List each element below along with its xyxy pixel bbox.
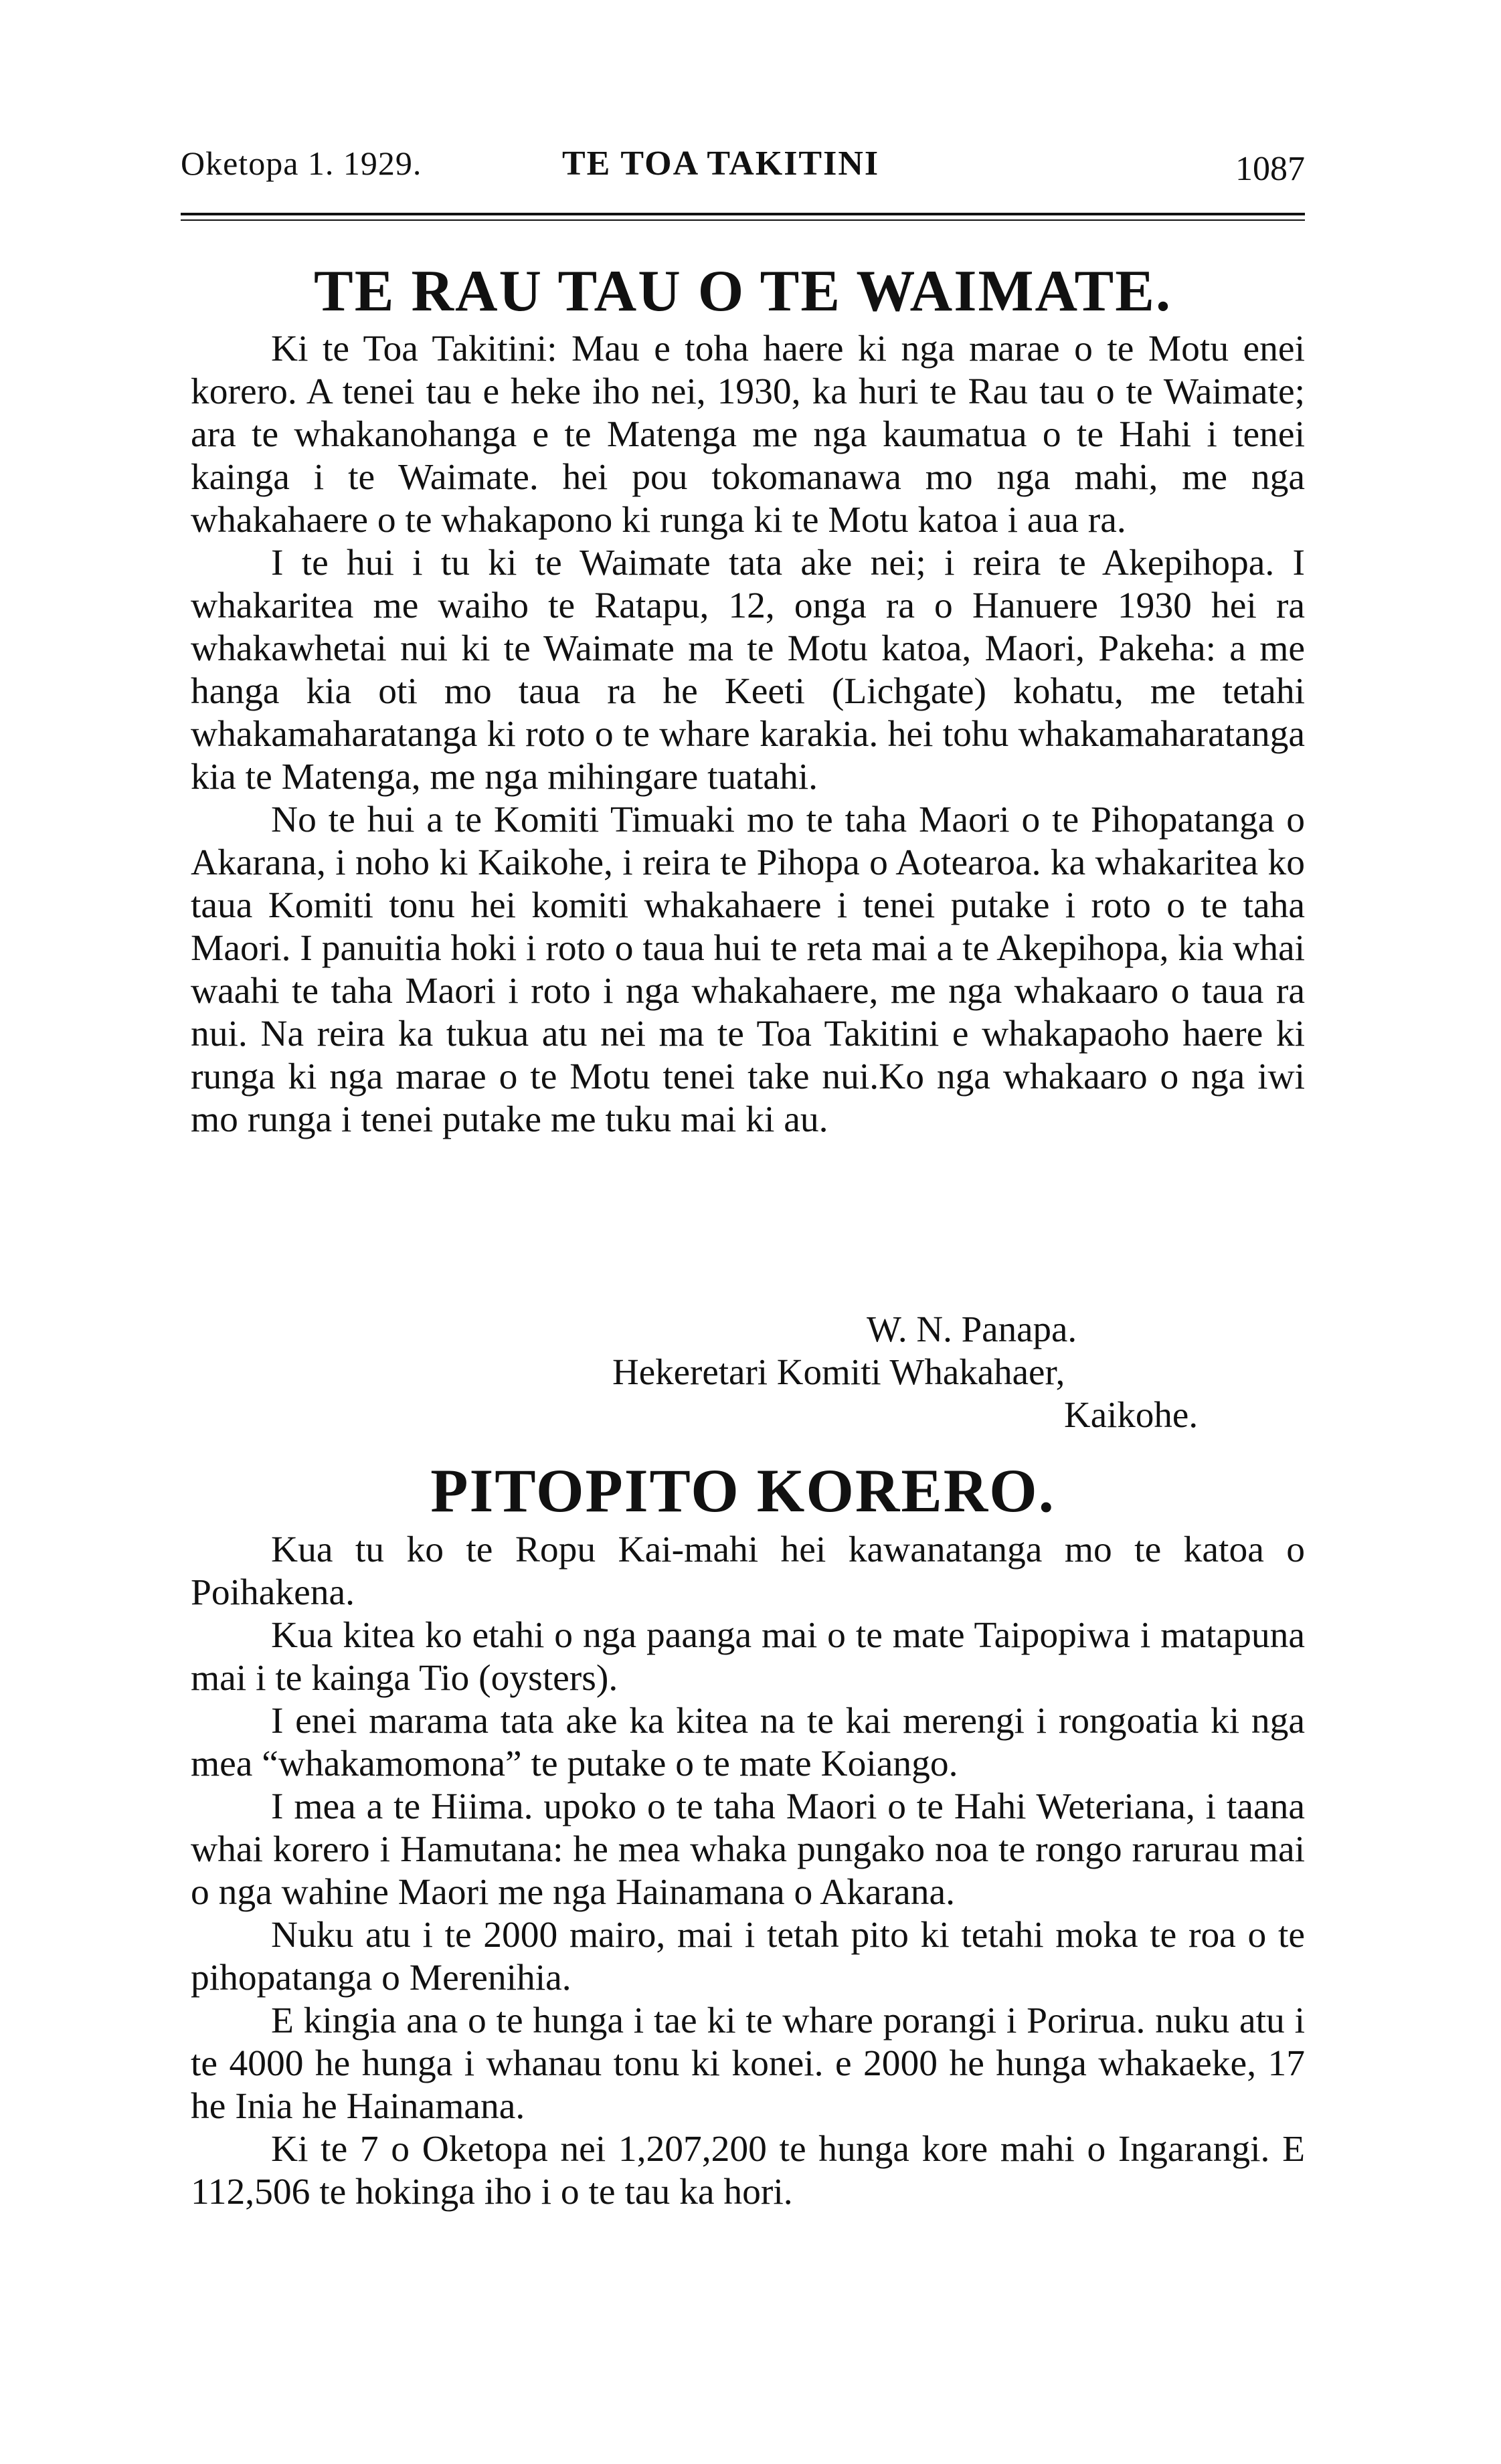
paragraph: Kua tu ko te Ropu Kai-mahi hei kawanatanga mo te katoa o Poihakena.: [191, 1529, 1305, 1613]
paragraph: No te hui a te Komiti Timuaki mo te taha Maori o te Pihopatanga o Akarana, i noho ki Kaikohe, i reira te Pihopa o Aotearoa. ka whakaritea ko taua Komiti tonu hei komiti whakahaere i tenei putake i roto o te taha Maori. I panuitia hoki i roto o taua hui te reta mai a te Akepihopa, kia whai waahi te taha Maori i roto i nga whakahaere, me nga whakaaro o taua ra nui. Na reira ka tukua atu nei ma te Toa Takitini e whakapaoho haere ki runga ki nga marae o te Motu tenei take nui.Ko nga whakaaro o nga iwi mo runga i tenei putake me tuku mai ki au.: [191, 799, 1305, 1140]
paragraph: I enei marama tata ake ka kitea na te kai merengi i rongoatia ki nga mea “whakamomona” te putake o te mate Koiango.: [191, 1701, 1305, 1784]
signature-name: W. N. Panapa.: [867, 1309, 1077, 1349]
paragraph: Kua kitea ko etahi o nga paanga mai o te mate Taipopiwa i matapuna mai i te kainga Tio (oysters).: [191, 1615, 1305, 1699]
header-rule: [181, 213, 1305, 215]
page-number: 1087: [1235, 150, 1305, 188]
article-title-waimate: TE RAU TAU O TE WAIMATE.: [314, 259, 1172, 324]
paragraph: Ki te 7 o Oketopa nei 1,207,200 te hunga kore mahi o Ingarangi. E 112,506 te hokinga iho i o te tau ka hori.: [191, 2129, 1305, 2212]
paragraph: I mea a te Hiima. upoko o te taha Maori o te Hahi Weteriana, i taana whai korero i Hamutana: he mea whaka pungako noa te rongo rarurau mai o nga wahine Maori me nga Hainamana o Akarana.: [191, 1786, 1305, 1913]
paragraph: Nuku atu i te 2000 mairo, mai i tetah pito ki tetahi moka te roa o te pihopatanga o Merenihia.: [191, 1915, 1305, 1998]
article-body-waimate: [191, 328, 1305, 1141]
issue-date: Oketopa 1. 1929.: [181, 145, 422, 182]
signature-block: [191, 1308, 1305, 1436]
paragraph: E kingia ana o te hunga i tae ki te whare porangi i Porirua. nuku atu i te 4000 he hunga i whanau tonu ki konei. e 2000 he hunga whakaeke, 17 he Inia he Hainamana.: [191, 2000, 1305, 2127]
signature-role: Hekeretari Komiti Whakahaer,: [612, 1351, 1065, 1392]
paragraph: Ki te Toa Takitini: Mau e toha haere ki nga marae o te Motu enei korero. A tenei tau e heke iho nei, 1930, ka huri te Rau tau o te Waimate; ara te whakanohanga e te Matenga me nga kaumatua o te Hahi i tenei kainga i te Waimate. hei pou tokomanawa mo nga mahi, me nga whakahaere o te whakapono ki runga ki te Motu katoa i aua ra.: [191, 328, 1305, 541]
running-header: [181, 144, 1305, 191]
paragraph: I te hui i tu ki te Waimate tata ake nei; i reira te Akepihopa. I whakaritea me waiho te Ratapu, 12, onga ra o Hanuere 1930 hei ra whakawhetai nui ki te Waimate ma te Motu katoa, Maori, Pakeha: a me hanga kia oti mo taua ra he Keeti (Lichgate) kohatu, me tetahi whakamaharatanga ki roto o te whare karakia. hei tohu whakamaharatanga kia te Matenga, me nga mihingare tuatahi.: [191, 543, 1305, 797]
signature-place: Kaikohe.: [1064, 1394, 1199, 1435]
article-body-pitopito: [191, 1529, 1305, 2214]
header-rule-secondary: [181, 219, 1305, 221]
journal-title: TE TOA TAKITINI: [562, 145, 880, 183]
article-title-pitopito: PITOPITO KORERO.: [430, 1456, 1055, 1525]
